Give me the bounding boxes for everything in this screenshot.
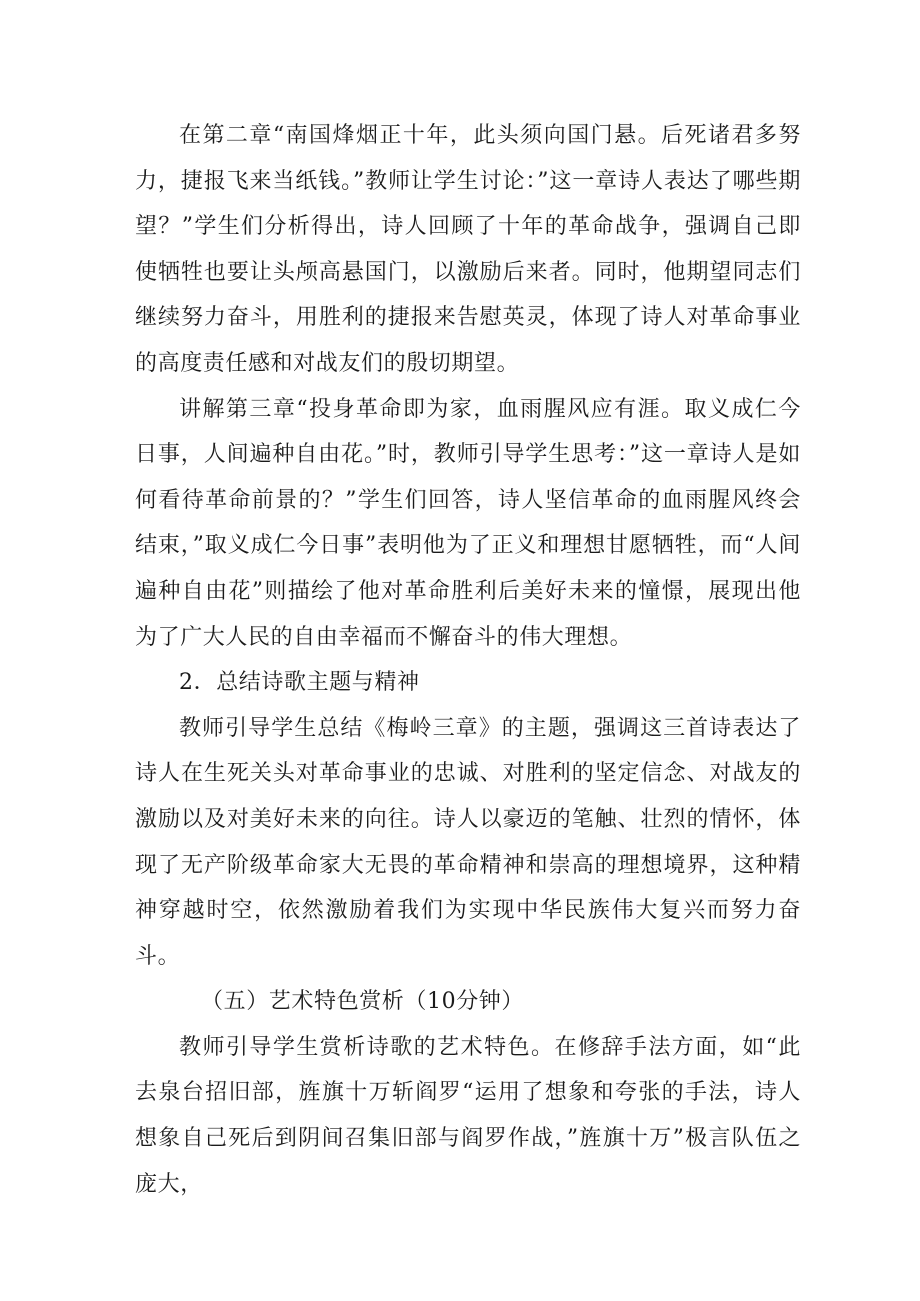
section-heading-art-features: （五）艺术特色赏析（10分钟）: [201, 989, 524, 1015]
subheading-theme-summary: 2．总结诗歌主题与精神: [179, 670, 420, 696]
paragraph-theme-summary: 教师引导学生总结《梅岭三章》的主题，强调这三首诗表达了诗人在生死关头对革命事业的忠诚、对胜利的坚定信念、对战友的激励以及对美好未来的向往。诗人以豪迈的笔触、壮烈的情怀，体现了无产阶级革命家大无畏的革命精神和崇高的理想境界，这种精神穿越时空，依然激励着我们为实现中华民族伟大复兴而努力奋斗。: [135, 715, 801, 969]
paragraph-art-features: 教师引导学生赏析诗歌的艺术特色。在修辞手法方面，如“此去泉台招旧部，旌旗十万斩阎罗“运用了想象和夸张的手法，诗人想象自己死后到阴间召集旧部与阎罗作战，”旌旗十万”极言队伍之庞大，: [135, 1034, 801, 1197]
paragraph-chapter-two-discussion: 在第二章“南国烽烟正十年，此头须向国门悬。后死诸君多努力，捷报飞来当纸钱。”教师让学生讨论：”这一章诗人表达了哪些期望？”学生们分析得出，诗人回顾了十年的革命战争，强调自己即使牺牲也要让头颅高悬国门，以激励后来者。同时，他期望同志们继续努力奋斗，用胜利的捷报来告慰英灵，体现了诗人对革命事业的高度责任感和对战友们的殷切期望。: [135, 123, 801, 376]
paragraph-chapter-three-discussion: 讲解第三章“投身革命即为家，血雨腥风应有涯。取义成仁今日事，人间遍种自由花。”时，教师引导学生思考：”这一章诗人是如何看待革命前景的？”学生们回答，诗人坚信革命的血雨腥风终会结束，”取义成仁今日事”表明他为了正义和理想甘愿牺牲，而“人间遍种自由花”则描绘了他对革命胜利后美好未来的憧憬，展现出他为了广大人民的自由幸福而不懈奋斗的伟大理想。: [135, 396, 801, 650]
document-body: [135, 113, 801, 1207]
